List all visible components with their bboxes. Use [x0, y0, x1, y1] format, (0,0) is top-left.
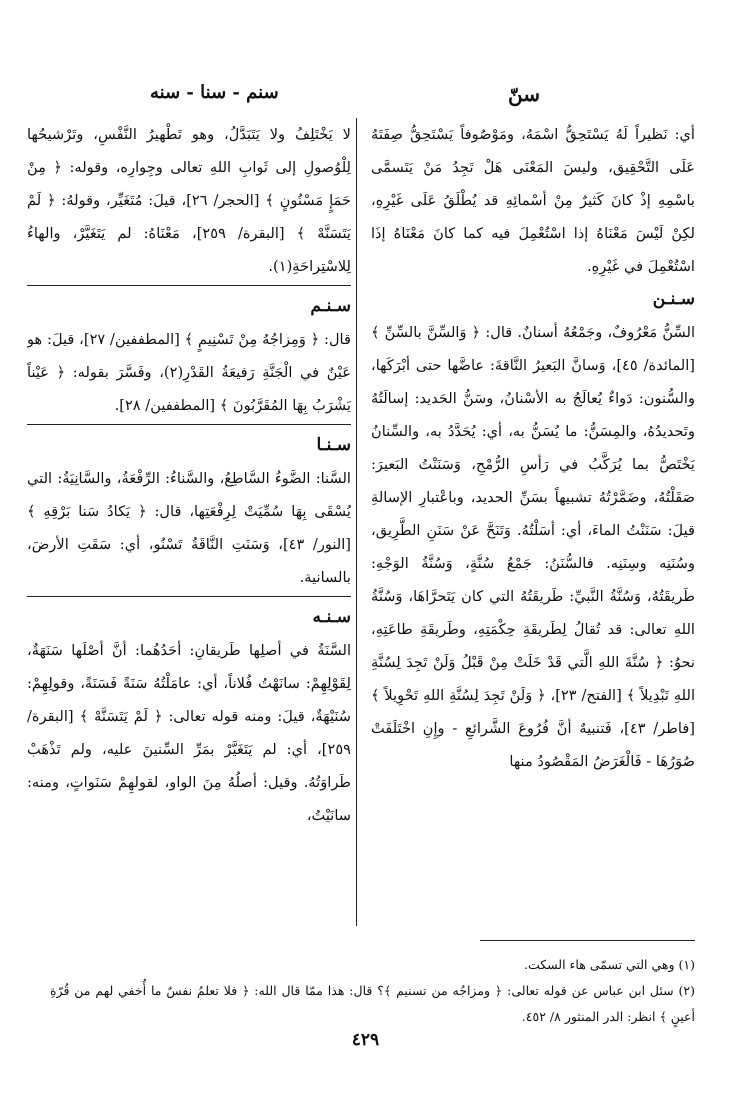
footnote-separator	[480, 940, 695, 941]
section-rule	[27, 596, 351, 597]
right-column	[371, 118, 695, 926]
section-rule	[27, 424, 351, 425]
footnote-1: (١) وهي التي تسمّى هاء السكت.	[523, 957, 695, 972]
entry-heading-sanah: سـنـه	[312, 607, 351, 627]
footnotes	[50, 952, 695, 1030]
entry-heading-sinn: سـنـن	[652, 289, 695, 309]
entry-paragraph-sinn: السِّنُّ مَعْرُوفٌ، وجَمْعُهُ أسنانٌ. قال: ﴿ وَالسِّنَّ بالسِّنِّ ﴾ [المائدة/ ٤٥]، وَسانَّ البَعيرُ النَّاقةَ: عاضَّها حتى أبْرَكَها، والسُّنون: دَواءٌ يُعالَجُ به الأسْنانُ، وسَنُّ الحَديد: إسالَتُهُ وتَحديدُهُ، والمِسَنُّ: ما يُسَنُّ به، أي: يُحَدَّدُ به، والسِّنانُ يَخْتَصُّ بما يُرَكَّبُ في رَأسِ الرُّمْحِ، وَسَنَنْتُ البَعيرَ: صَقَلْتُهُ، وضَمَّرْتُهُ تشبيهاً بسَنِّ الحديد، وباعْتبارِ الإسالةِ قيلَ: سَنَنْتُ الماءَ، أي: أسَلْتُهُ. وَتَنَحَّ عَنْ سَنَنِ الطَّرِيق، وسُنَنِه وسِنَنِه. فالسُّنَنُ: جَمْعُ سُنَّةٍ، وَسُنَّةُ الوَجْهِ: طَريقَتُهُ، وَسُنَّةُ النَّبيِّ: طَريقَتُهُ التي كان يَتَحرَّاهَا، وَسُنَّةُ اللهِ تعالى: قد تُقالُ لِطَريقَةِ حِكْمَتِهِ، وطَريقَةِ طاعَتِهِ، نحوُ: ﴿ سُنَّةَ اللهِ الَّتي قَدْ خَلَتْ مِنْ قَبْلُ وَلَنْ تَجِدَ لِسُنَّةِ اللهِ تَبْدِيلاً ﴾ [الفتح/ ٢٣]، ﴿ وَلَنْ تَجِدَ لِسُنَّةِ اللهِ تَحْوِيلاً ﴾ [فاطر/ ٤٣]، فَتنبيهٌ أنَّ فُرُوعَ الشَّرائعِ - وإِنِ اخْتَلَفَتْ صُوَرُهَا - فَالْغَرَضُ المَقْصُودُ منها	[371, 324, 695, 770]
entry-continuation-paragraph: أي: نَظيراً لَهُ يَسْتَحِقُّ اسْمَهُ، ومَوْصُوفاً يَسْتَحِقُّ صِفَتَهُ عَلَى التَّحْقِيق، وليسَ المَعْنَى هَلْ تَجِدُ مَنْ يَتَسمَّى باسْمِهِ إذْ كانَ كَثيرٌ مِنْ أسْمائِهِ قد يُطْلَقُ عَلَى غَيْرِهِ، لكِنْ لَيْسَ مَعْنَاهُ إذا اسْتُعْمِلَ فيه كما كانَ مَعْنَاهُ إذَا اسْتُعْمِلَ في غَيْرِهِ.	[371, 126, 695, 275]
entry-paragraph-sanam: قال: ﴿ وَمِزاجُهُ مِنْ تَسْنِيمٍ ﴾ [المطففين/ ٢٧]، قيلَ: هو عَيْنٌ في الْجَنَّةِ رَفيعَةُ القَدْرِ(٢)، وفَسَّرَ بقوله: ﴿ عَيْناً يَشْرَبُ بِهَا المُقَرَّبُونَ ﴾ [المطففين/ ٢٨].	[27, 331, 351, 414]
entry-heading-sana: سـنـا	[316, 435, 351, 455]
entry-paragraph-sinn-continued: لا يَخْتَلِفُ ولا يَتَبَدَّلُ، وهو تَطْهيرُ النَّفْسِ، وتَرْشيحُها لِلْوُصولِ إلى ثَوابِ اللهِ تعالى وجِوارِه، وقوله: ﴿ مِنْ حَمَإٍ مَسْنُونٍ ﴾ [الحجر/ ٢٦]، قيلَ: مُتَغَيِّر، وقولهُ: ﴿ لَمْ يَتَسَنَّهْ ﴾ [البقرة/ ٢٥٩]، مَعْنَاهُ: لم يَتَغَيَّرْ، والهاءُ لِلاسْتِراحَةِ(١).	[27, 126, 351, 275]
page-number: ٤٢٩	[351, 1030, 380, 1050]
column-divider	[356, 118, 357, 926]
running-head-left: سنم - سنا - سنه	[150, 82, 279, 103]
section-rule	[27, 285, 351, 286]
footnote-2: (٢) سئل ابن عباس عن قوله تعالى: ﴿ ومزاجُه من تسنيم ﴾؟ قال: هذا ممّا قال الله: ﴿ فلا تعلمُ نفسٌ ما أُخفي لهم من قُرّةِ أعينٍ ﴾ انظر: الدر المنثور ٨/ ٤٥٢.	[50, 983, 695, 1024]
entry-heading-sanam: سـنـم	[310, 296, 351, 316]
left-column	[27, 118, 351, 926]
running-head-right: سنّ	[508, 82, 540, 106]
entry-paragraph-sanah: السَّنَةُ في أصلِها طَريقانِ: أحَدُهُما: أنَّ أصْلَها سَنَهَةٌ، لِقَوْلِهِمْ: سانَهْتُ فُلاناً، أي: عامَلْتُهُ سَنَةً فَسَنَةً، وقولِهِمْ: سُنَيْهَةٌ، قيلَ: ومنه قوله تعالى: ﴿ لَمْ يَتَسَنَّهْ ﴾ [البقرة/ ٢٥٩]، أي: لم يَتَغَيَّرْ بمَرِّ السِّنينَ عليه، ولم تَذْهَبْ طَراوَتُهُ. وقيل: أصلُهُ مِنَ الواو، لقولهِمْ سَنَواتٍ، ومنه: سانَيْتُ،	[27, 642, 351, 824]
page-header	[30, 72, 700, 112]
entry-paragraph-sana: السَّنا: الضَّوءُ السَّاطِعُ، والسَّناءُ: الرِّفْعَةُ، والسَّانِيَةُ: التي يُسْقَى بِهَا سُمِّيَتْ لِرِفْعَتِها، قال: ﴿ يَكادُ سَنا بَرْقِهِ ﴾ [النور/ ٤٣]، وَسَنَتِ النَّاقَةُ تَسْنُو، أي: سَقَتِ الأرضَ، بالسانية.	[27, 470, 351, 586]
